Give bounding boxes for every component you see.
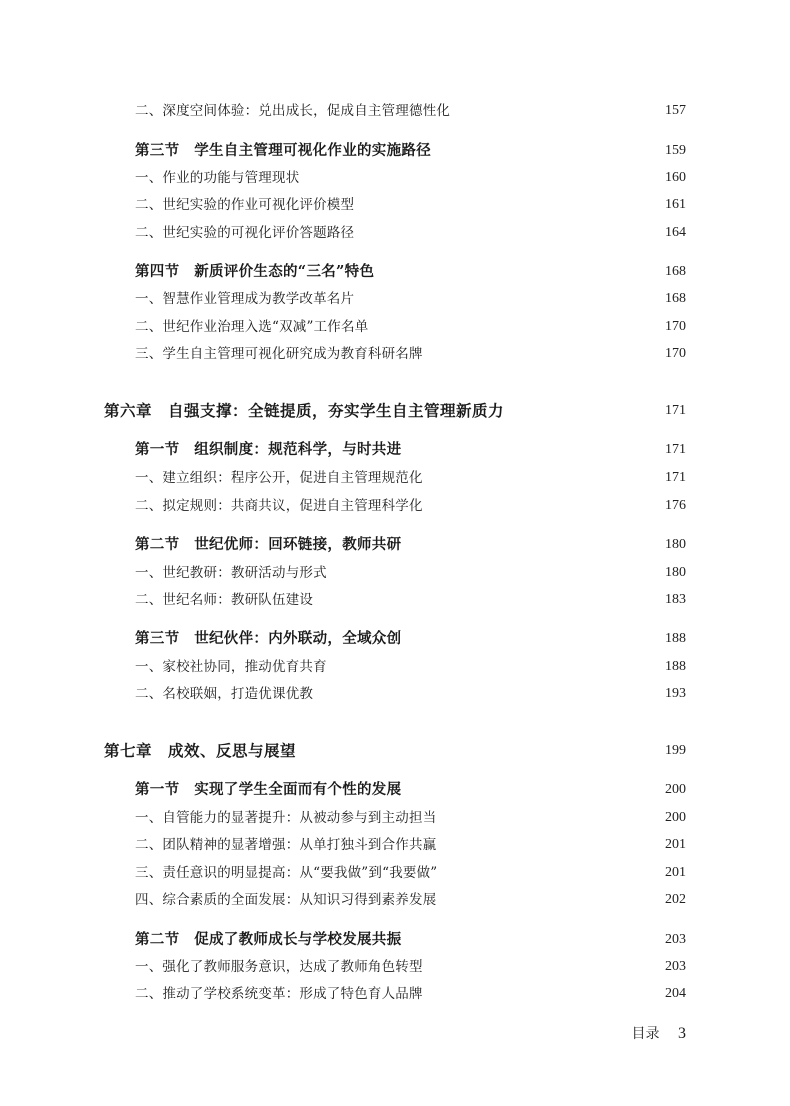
toc-entry-page: 200 (665, 782, 686, 797)
toc-item-entry (0, 834, 790, 856)
toc-item-entry (0, 683, 790, 705)
toc-chapter-entry (0, 400, 790, 422)
toc-entry-page: 170 (665, 319, 686, 334)
toc-item-entry (0, 562, 790, 584)
toc-entry-title: 第三节 学生自主管理可视化作业的实施路径 (135, 142, 431, 159)
toc-entry-page: 176 (665, 498, 686, 513)
toc-section-entry (0, 929, 790, 951)
toc-entry-title: 一、强化了教师服务意识，达成了教师角色转型 (135, 959, 423, 975)
toc-entry-page: 159 (665, 143, 686, 158)
toc-entry-page: 202 (665, 892, 686, 907)
toc-entry-title: 第一节 组织制度：规范科学，与时共进 (135, 441, 402, 458)
toc-entry-page: 203 (665, 932, 686, 947)
toc-entry-title: 四、综合素质的全面发展：从知识习得到素养发展 (135, 892, 437, 908)
toc-entry-page: 201 (665, 865, 686, 880)
toc-entry-page: 161 (665, 197, 686, 212)
toc-entry-title: 二、世纪作业治理入选“双减”工作名单 (135, 319, 369, 335)
toc-entry-title: 二、推动了学校系统变革：形成了特色育人品牌 (135, 986, 423, 1002)
toc-entry-page: 164 (665, 225, 686, 240)
toc-section-entry (0, 779, 790, 801)
toc-entry-page: 168 (665, 291, 686, 306)
toc-item-entry (0, 467, 790, 489)
toc-item-entry (0, 807, 790, 829)
toc-entry-page: 180 (665, 537, 686, 552)
footer-title: 目录 (631, 1026, 660, 1042)
toc-entry-page: 204 (665, 986, 686, 1001)
toc-entry-title: 第一节 实现了学生全面而有个性的发展 (135, 781, 402, 798)
toc-item-entry (0, 495, 790, 517)
toc-entry-title: 第七章 成效、反思与展望 (104, 741, 297, 760)
toc-entry-title: 二、拟定规则：共商共议，促进自主管理科学化 (135, 498, 423, 514)
toc-chapter-entry (0, 740, 790, 762)
toc-entry-page: 188 (665, 631, 686, 646)
toc-item-entry (0, 343, 790, 365)
toc-item-entry (0, 194, 790, 216)
toc-section-entry (0, 628, 790, 650)
toc-entry-page: 171 (665, 442, 686, 457)
toc-section-entry (0, 140, 790, 162)
toc-entry-title: 一、家校社协同，推动优育共育 (135, 659, 327, 675)
toc-entry-title: 二、世纪实验的作业可视化评价模型 (135, 197, 355, 213)
toc-entry-title: 三、学生自主管理可视化研究成为教育科研名牌 (135, 346, 423, 362)
toc-section-entry (0, 439, 790, 461)
toc-item-entry (0, 288, 790, 310)
toc-item-entry (0, 862, 790, 884)
toc-entry-title: 一、作业的功能与管理现状 (135, 170, 300, 186)
toc-entry-page: 180 (665, 565, 686, 580)
toc-item-entry (0, 983, 790, 1005)
toc-entry-title: 一、建立组织：程序公开，促进自主管理规范化 (135, 470, 423, 486)
toc-entry-title: 第三节 世纪伙伴：内外联动，全域众创 (135, 630, 402, 647)
page-number: 3 (678, 1025, 686, 1042)
page-footer (632, 1022, 686, 1046)
toc-entry-title: 二、名校联姻，打造优课优教 (135, 686, 314, 702)
toc-entry-page: 183 (665, 592, 686, 607)
toc-entry-page: 193 (665, 686, 686, 701)
toc-item-entry (0, 889, 790, 911)
toc-entry-title: 第四节 新质评价生态的“三名”特色 (135, 263, 375, 280)
toc-entry-page: 200 (665, 810, 686, 825)
toc-entry-page: 201 (665, 837, 686, 852)
toc-entry-page: 170 (665, 346, 686, 361)
toc-entry-title: 第二节 世纪优师：回环链接，教师共研 (135, 536, 402, 553)
toc-entry-page: 203 (665, 959, 686, 974)
toc-section-entry (0, 261, 790, 283)
toc-section-entry (0, 534, 790, 556)
toc-entry-page: 160 (665, 170, 686, 185)
toc-entry-title: 一、世纪教研：教研活动与形式 (135, 565, 327, 581)
toc-entry-title: 一、智慧作业管理成为教学改革名片 (135, 291, 355, 307)
toc-entry-page: 168 (665, 264, 686, 279)
toc-entry-page: 157 (665, 103, 686, 118)
toc-item-entry (0, 100, 790, 122)
toc-entry-title: 二、团队精神的显著增强：从单打独斗到合作共赢 (135, 837, 437, 853)
toc-entry-title: 二、深度空间体验：兑出成长，促成自主管理德性化 (135, 103, 451, 119)
toc-item-entry (0, 316, 790, 338)
toc-entry-page: 171 (665, 403, 686, 418)
toc-entry-title: 一、自管能力的显著提升：从被动参与到主动担当 (135, 810, 437, 826)
toc-entry-title: 二、世纪实验的可视化评价答题路径 (135, 225, 355, 241)
toc-entry-title: 二、世纪名师：教研队伍建设 (135, 592, 314, 608)
toc-item-entry (0, 589, 790, 611)
toc-item-entry (0, 956, 790, 978)
toc-entry-page: 171 (665, 470, 686, 485)
toc-entry-title: 三、责任意识的明显提高：从“要我做”到“我要做” (135, 865, 438, 881)
toc-entry-title: 第六章 自强支撑：全链提质，夯实学生自主管理新质力 (104, 401, 505, 420)
toc-item-entry (0, 222, 790, 244)
toc-item-entry (0, 656, 790, 678)
toc-entry-title: 第二节 促成了教师成长与学校发展共振 (135, 931, 402, 948)
toc-item-entry (0, 167, 790, 189)
toc-entry-page: 188 (665, 659, 686, 674)
toc-entry-page: 199 (665, 743, 686, 758)
